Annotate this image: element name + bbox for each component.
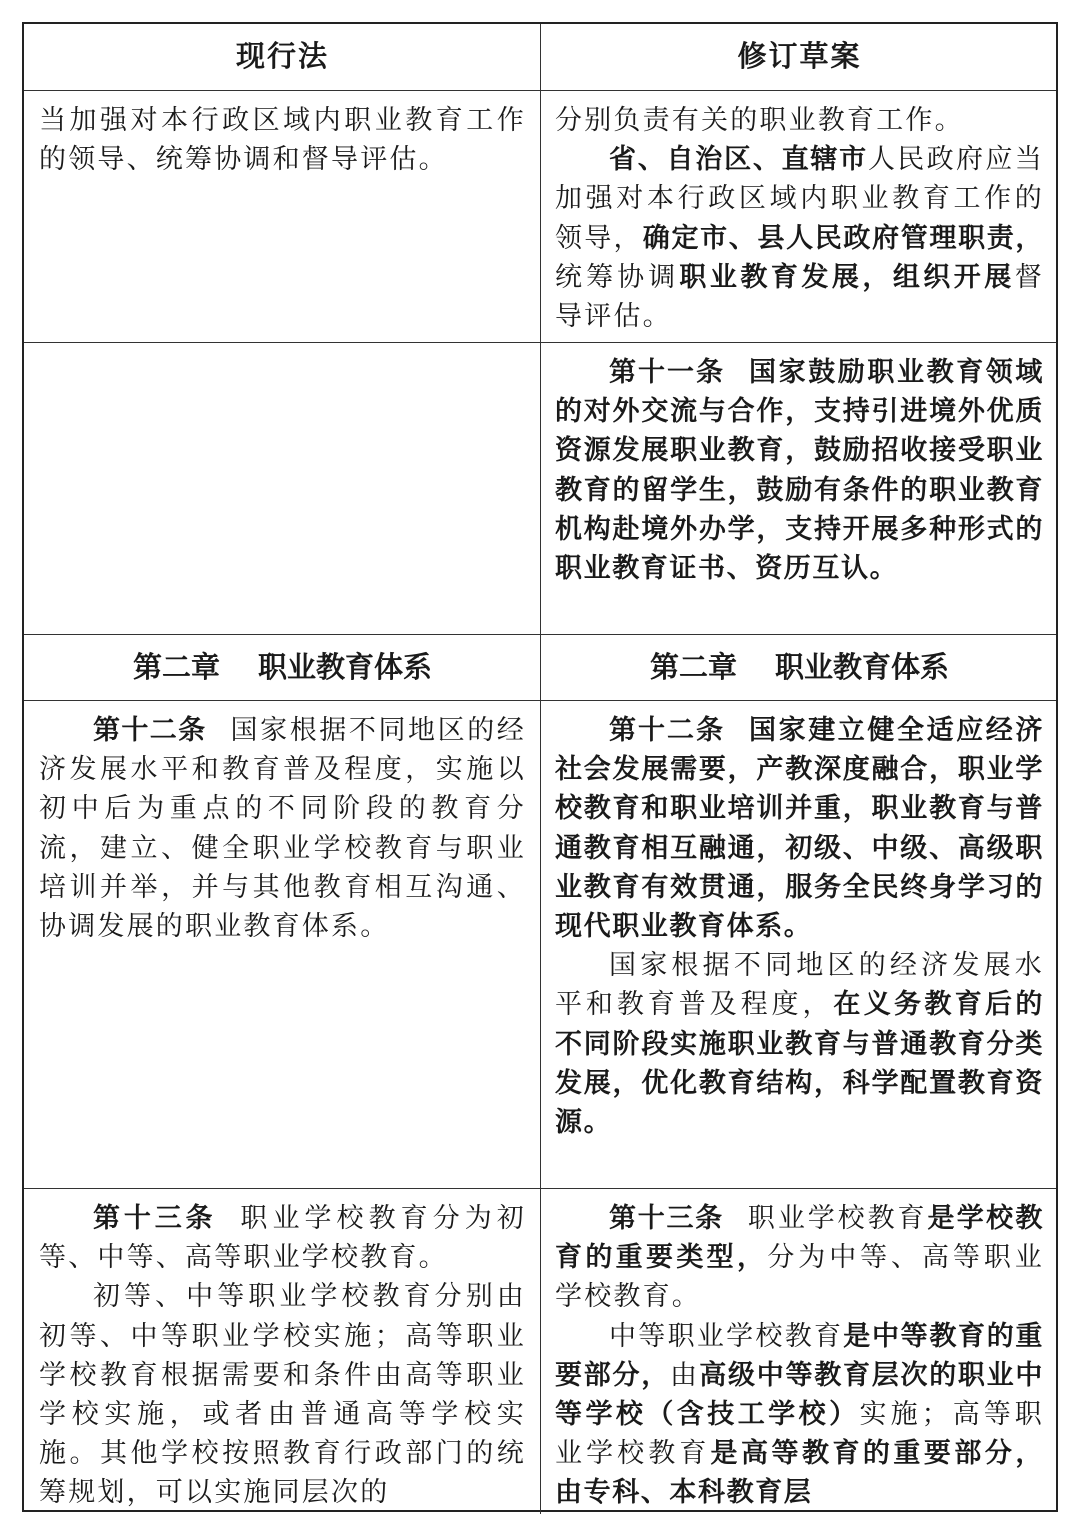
current-law-cell — [24, 1189, 541, 1514]
current-law-cell-empty — [24, 343, 541, 634]
article-text: 第十一条 国家鼓励职业教育领域的对外交流与合作，支持引进境外优质资源发展职业教育，鼓励招收接受职业教育的留学生，鼓励有条件的职业教育机构赴境外办学，支持开展多种形式的职业教育证书、资历互认。 — [555, 357, 1044, 585]
provision-text: 分别负责有关的职业教育工作。 — [555, 105, 964, 136]
provision-text: 初等、中等职业学校教育分别由初等、中等职业学校实施；高等职业学校教育根据需要和条件由高等职业学校实施，或者由普通高等学校实施。其他学校按照教育行政部门的统筹规划，可以实施同层次的 — [39, 1281, 526, 1509]
table-row — [24, 90, 1056, 342]
current-law-cell — [24, 91, 541, 342]
comparison-table — [22, 22, 1058, 1512]
draft-cell — [541, 91, 1056, 342]
provision-text: 中等职业学校教育是中等教育的重要部分，由高级中等教育层次的职业中等学校（含技工学校）实施；高等职业学校教育是高等教育的重要部分，由专科、本科教育层 — [555, 1320, 1045, 1509]
draft-cell — [541, 1189, 1056, 1514]
article-number: 第十一条 — [609, 357, 725, 388]
header-row — [24, 24, 1056, 90]
article-text: 第十三条 职业学校教育是学校教育的重要类型，分为中等、高等职业学校教育。 — [555, 1203, 1045, 1313]
chapter-heading: 第二章 职业教育体系 — [649, 650, 950, 684]
chapter-heading: 第二章 职业教育体系 — [24, 635, 541, 700]
article-number: 第十三条 — [93, 1203, 217, 1234]
article-text: 第十二条 国家建立健全适应经济社会发展需要，产教深度融合，职业学校教育和职业培训并重，职业教育与普通教育相互融通，初级、中级、高级职业教育有效贯通，服务全民终身学习的现代职业教育体系。 — [555, 715, 1044, 943]
article-number: 第十二条 — [609, 715, 725, 746]
provision-text: 国家根据不同地区的经济发展水平和教育普及程度，在义务教育后的不同阶段实施职业教育与普通教育分类发展，优化教育结构，科学配置教育资源。 — [555, 950, 1044, 1139]
header-draft: 修订草案 — [737, 39, 862, 73]
provision-text: 当加强对本行政区域内职业教育工作的领导、统筹协调和督导评估。 — [39, 105, 526, 176]
header-current-law: 现行法 — [24, 24, 541, 90]
draft-cell — [541, 701, 1056, 1188]
current-law-cell — [24, 701, 541, 1188]
article-number: 第十二条 — [93, 715, 207, 746]
chapter-row — [24, 634, 1056, 700]
table-row — [24, 1188, 1056, 1514]
article-text: 第十二条 国家根据不同地区的经济发展水平和教育普及程度，实施以初中后为重点的不同阶段的教育分流，建立、健全职业学校教育与职业培训并举，并与其他教育相互沟通、协调发展的职业教育体系。 — [39, 715, 527, 943]
draft-cell — [541, 343, 1056, 634]
table-row — [24, 342, 1056, 634]
article-number: 第十三条 — [609, 1203, 724, 1234]
table-row — [24, 700, 1056, 1188]
article-text: 第十三条 职业学校教育分为初等、中等、高等职业学校教育。 — [39, 1203, 526, 1274]
provision-text: 省、自治区、直辖市人民政府应当加强对本行政区域内职业教育工作的领导，确定市、县人民政府管理职责，统筹协调职业教育发展，组织开展督导评估。 — [555, 144, 1044, 333]
